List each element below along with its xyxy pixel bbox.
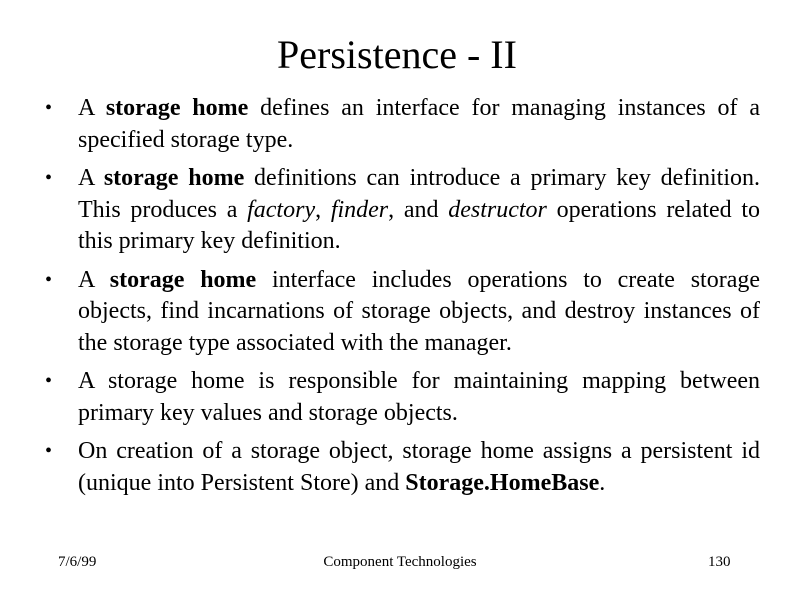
bullet-text: , and <box>388 196 449 223</box>
bullet-text: On creation of a storage object, storage home assigns a persistent id (unique into Persistent Store) and <box>78 438 760 496</box>
bullet-text: . <box>599 469 606 496</box>
bullet-item <box>40 265 760 360</box>
bold-term: storage home <box>103 165 245 191</box>
bullet-list <box>40 93 760 499</box>
bullet-text: A storage home is responsible for maintaining mapping between primary key values and storage objects. <box>78 368 760 426</box>
italic-term: finder <box>330 196 389 223</box>
bullet-marker: • <box>45 370 53 392</box>
bullet-item <box>40 366 760 429</box>
footer-title: Component Technologies <box>323 554 477 570</box>
italic-term: factory <box>247 196 316 223</box>
bullet-item <box>40 436 760 499</box>
bold-term: storage home <box>109 266 257 293</box>
bullet-marker: • <box>45 440 53 462</box>
bullet-text: operations related to this primary key definition. <box>78 196 760 254</box>
bold-term: Storage.HomeBase <box>405 469 600 496</box>
footer-date: 7/6/99 <box>58 554 97 570</box>
bullet-text: , <box>315 196 331 223</box>
bullet-marker: • <box>45 97 53 119</box>
page-number: 130 <box>708 554 731 570</box>
bullet-text: A <box>78 95 106 121</box>
bold-term: storage home <box>105 95 249 121</box>
slide-title: Persistence - II <box>277 32 517 77</box>
bullet-text: defines an interface for managing instances of a specified storage type. <box>78 95 760 153</box>
bullet-item <box>40 163 760 258</box>
bullet-text: A <box>78 266 110 293</box>
bullet-text: interface includes operations to create storage objects, find incarnations of storage objects, and destroy instances of the storage type associated with the manager. <box>78 266 760 356</box>
bullet-item <box>40 93 760 156</box>
bullet-text: A <box>78 165 104 191</box>
bullet-marker: • <box>45 167 53 189</box>
bullet-marker: • <box>45 268 53 291</box>
bullet-text: definitions can introduce a primary key definition. This produces a <box>78 165 761 223</box>
italic-term: destructor <box>448 196 547 223</box>
